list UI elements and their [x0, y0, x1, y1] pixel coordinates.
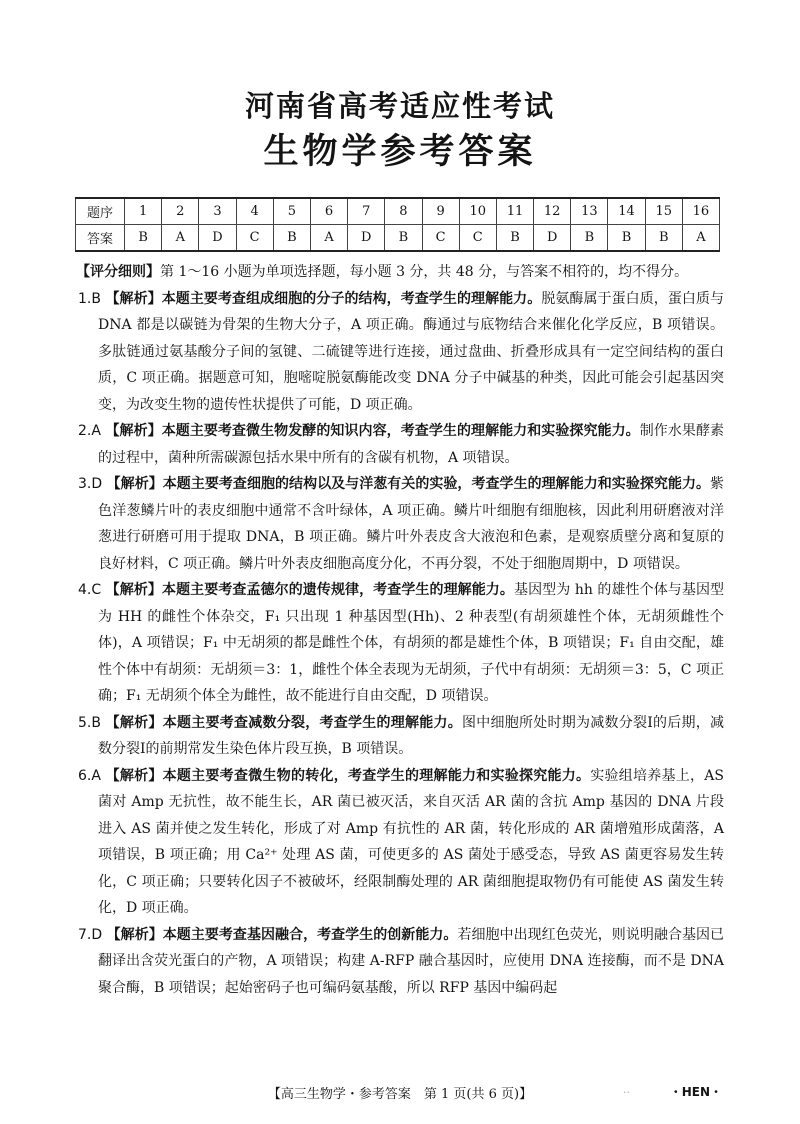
answer-cell: D	[199, 225, 236, 252]
question-answer: 3.D	[78, 476, 103, 492]
question-answer: 5.B	[78, 714, 101, 731]
question-number-cell: 5	[273, 198, 310, 225]
analysis-item	[78, 418, 724, 471]
question-answer: 4.C	[78, 582, 102, 598]
footer-dots: ..	[623, 1083, 630, 1096]
analysis-item	[78, 286, 724, 419]
question-number-cell: 9	[422, 198, 459, 225]
answer-cell: B	[608, 225, 645, 252]
page-title: 河南省高考适应性考试	[244, 89, 555, 123]
question-answer: 1.B	[78, 290, 101, 307]
question-number-cell: 3	[199, 198, 236, 225]
question-number-cell: 13	[571, 198, 608, 225]
question-number-cell: 2	[162, 198, 199, 225]
answer-cell: B	[125, 225, 162, 252]
answer-cell: B	[645, 225, 682, 252]
analysis-text: 脱氨酶属于蛋白质，蛋白质与 DNA 都是以碳链为骨架的生物大分子，A 项正确。酶通过与底物结合来催化化学反应，B 项错误。多肽链通过氨基酸分子间的氢键、二硫键等进行连接，通过盘曲、折叠形成具有一定空间结构的蛋白质，C 项正确。据题意可知，胞嘧啶脱氨酶能改变 DNA 分子中碱基的种类，因此可能会引起基因突变，为改变生物的遗传性状提供了可能，D 项正确。	[98, 290, 725, 413]
answer-cell: A	[682, 225, 719, 252]
question-number-cell: 14	[608, 198, 645, 225]
answer-cell: A	[310, 225, 347, 252]
question-number-cell: 10	[459, 198, 496, 225]
answer-table-number-row	[76, 198, 720, 225]
analysis-text: 基因型为 hh 的雄性个体与基因型为 HH 的雌性个体杂交，F₁ 只出现 1 种基因型(Hh)、2 种表型(有胡须雄性个体，无胡须雌性个体)，A 项错误；F₁ 中无胡须的都是雌性个体，有胡须的都是雄性个体，B 项错误；F₁ 自由交配，雄性个体中有胡须：无胡须＝3：1，雌性个体全表现为无胡须，子代中有胡须：无胡须＝3：5，C 项正确；F₁ 无胡须个体全为雌性，故不能进行自由交配，D 项错误。	[98, 582, 725, 704]
analysis-item	[78, 710, 724, 763]
question-number-cell: 15	[645, 198, 682, 225]
question-number-cell: 7	[348, 198, 385, 225]
analysis-item	[78, 763, 724, 922]
answer-cell: C	[422, 225, 459, 252]
analysis-focus: 本题主要考查基因融合，考查学生的创新能力。	[162, 926, 458, 943]
footer-page-info: 【高三生物学・参考答案 第 1 页(共 6 页)】	[267, 1087, 533, 1102]
analysis-focus: 本题主要考查细胞的结构以及与洋葱有关的实验，考查学生的理解能力和实验探究能力。	[162, 476, 711, 492]
analysis-focus: 本题主要考查孟德尔的遗传规律，考查学生的理解能力。	[162, 582, 514, 598]
analysis-text: 紫色洋葱鳞片叶的表皮细胞中通常不含叶绿体，A 项正确。鳞片叶细胞有细胞核，因此利用研磨液对洋葱进行研磨可用于提取 DNA，B 项正确。鳞片叶外表皮含大液泡和色素，是观察质壁分离和复原的良好材料，C 项正确。鳞片叶外表皮细胞高度分化，不再分裂，不处于细胞周期中，D 项错误。	[98, 476, 725, 572]
analysis-label: 【解析】	[105, 582, 162, 598]
analysis-label: 【解析】	[106, 476, 163, 492]
scoring-rules-text: 第 1～16 小题为单项选择题，每小题 3 分，共 48 分，与答案不相符的，均不得分。	[160, 264, 689, 280]
answer-cell: C	[236, 225, 273, 252]
answer-content	[78, 259, 724, 1001]
analysis-label: 【解析】	[105, 767, 163, 784]
question-answer: 2.A	[78, 423, 101, 439]
answer-cell: D	[534, 225, 571, 252]
scoring-rules	[76, 259, 724, 286]
question-number-cell: 12	[534, 198, 571, 225]
analysis-label: 【解析】	[105, 290, 162, 307]
analysis-focus: 本题主要考查组成细胞的分子的结构，考查学生的理解能力。	[161, 290, 542, 307]
analysis-item	[78, 577, 724, 710]
footer-code: ・HEN・	[669, 1085, 722, 1099]
analysis-focus: 本题主要考查微生物的转化，考查学生的理解能力和实验探究能力。	[162, 767, 591, 784]
page-subtitle: 生物学参考答案	[263, 132, 537, 172]
question-number-cell: 4	[236, 198, 273, 225]
answer-cell: D	[348, 225, 385, 252]
analysis-text: 图中细胞所处时期为减数分裂Ⅰ的后期，减数分裂Ⅰ的前期常发生染色体片段互换，B 项错误。	[98, 714, 725, 757]
question-answer: 7.D	[78, 926, 103, 943]
analysis-text: 若细胞中出现红色荧光，则说明融合基因已翻译出含荧光蛋白的产物，A 项错误；构建 A-RFP 融合基因时，应使用 DNA 连接酶，而不是 DNA 聚合酶，B 项错误；起始密码子也可编码氨基酸，所以 RFP 基因中编码起	[98, 926, 725, 996]
analysis-list	[78, 286, 724, 1002]
row-label-answer: 答案	[76, 225, 125, 252]
question-number-cell: 11	[496, 198, 533, 225]
answer-cell: B	[273, 225, 310, 252]
analysis-item	[78, 922, 724, 1002]
analysis-label: 【解析】	[105, 714, 163, 731]
analysis-text: 制作水果酵素的过程中，菌种所需碳源包括水果中所有的含碳有机物，A 项错误。	[98, 423, 725, 466]
question-number-cell: 8	[385, 198, 422, 225]
answer-cell: A	[162, 225, 199, 252]
answer-cell: B	[496, 225, 533, 252]
analysis-item	[78, 471, 724, 577]
answer-cell: B	[385, 225, 422, 252]
row-label-number: 题序	[76, 198, 125, 225]
question-number-cell: 16	[682, 198, 719, 225]
answer-table	[75, 197, 720, 252]
answer-cell: B	[571, 225, 608, 252]
question-number-cell: 6	[310, 198, 347, 225]
analysis-focus: 本题主要考查微生物发酵的知识内容，考查学生的理解能力和实验探究能力。	[161, 423, 640, 439]
analysis-label: 【解析】	[106, 926, 163, 943]
question-answer: 6.A	[78, 767, 101, 784]
analysis-label: 【解析】	[105, 423, 162, 439]
question-number-cell: 1	[125, 198, 162, 225]
scoring-rules-label: 【评分细则】	[76, 264, 160, 280]
answer-cell: C	[459, 225, 496, 252]
answer-table-answer-row	[76, 225, 720, 252]
analysis-focus: 本题主要考查减数分裂，考查学生的理解能力。	[162, 714, 462, 731]
analysis-text: 实验组培养基上，AS 菌对 Amp 无抗性，故不能生长，AR 菌已被灭活，来自灭活 AR 菌的含抗 Amp 基因的 DNA 片段进入 AS 菌并使之发生转化，形成了对 Amp 有抗性的 AR 菌，转化形成的 AR 菌增殖形成菌落，A 项错误，B 项正确；用 Ca²⁺ 处理 AS 菌，可使更多的 AS 菌处于感受态，导致 AS 菌更容易发生转化，C 项正确；只要转化因子不被破坏，经限制酶处理的 AR 菌细胞提取物仍有可能使 AS 菌发生转化，D 项正确。	[98, 767, 725, 916]
